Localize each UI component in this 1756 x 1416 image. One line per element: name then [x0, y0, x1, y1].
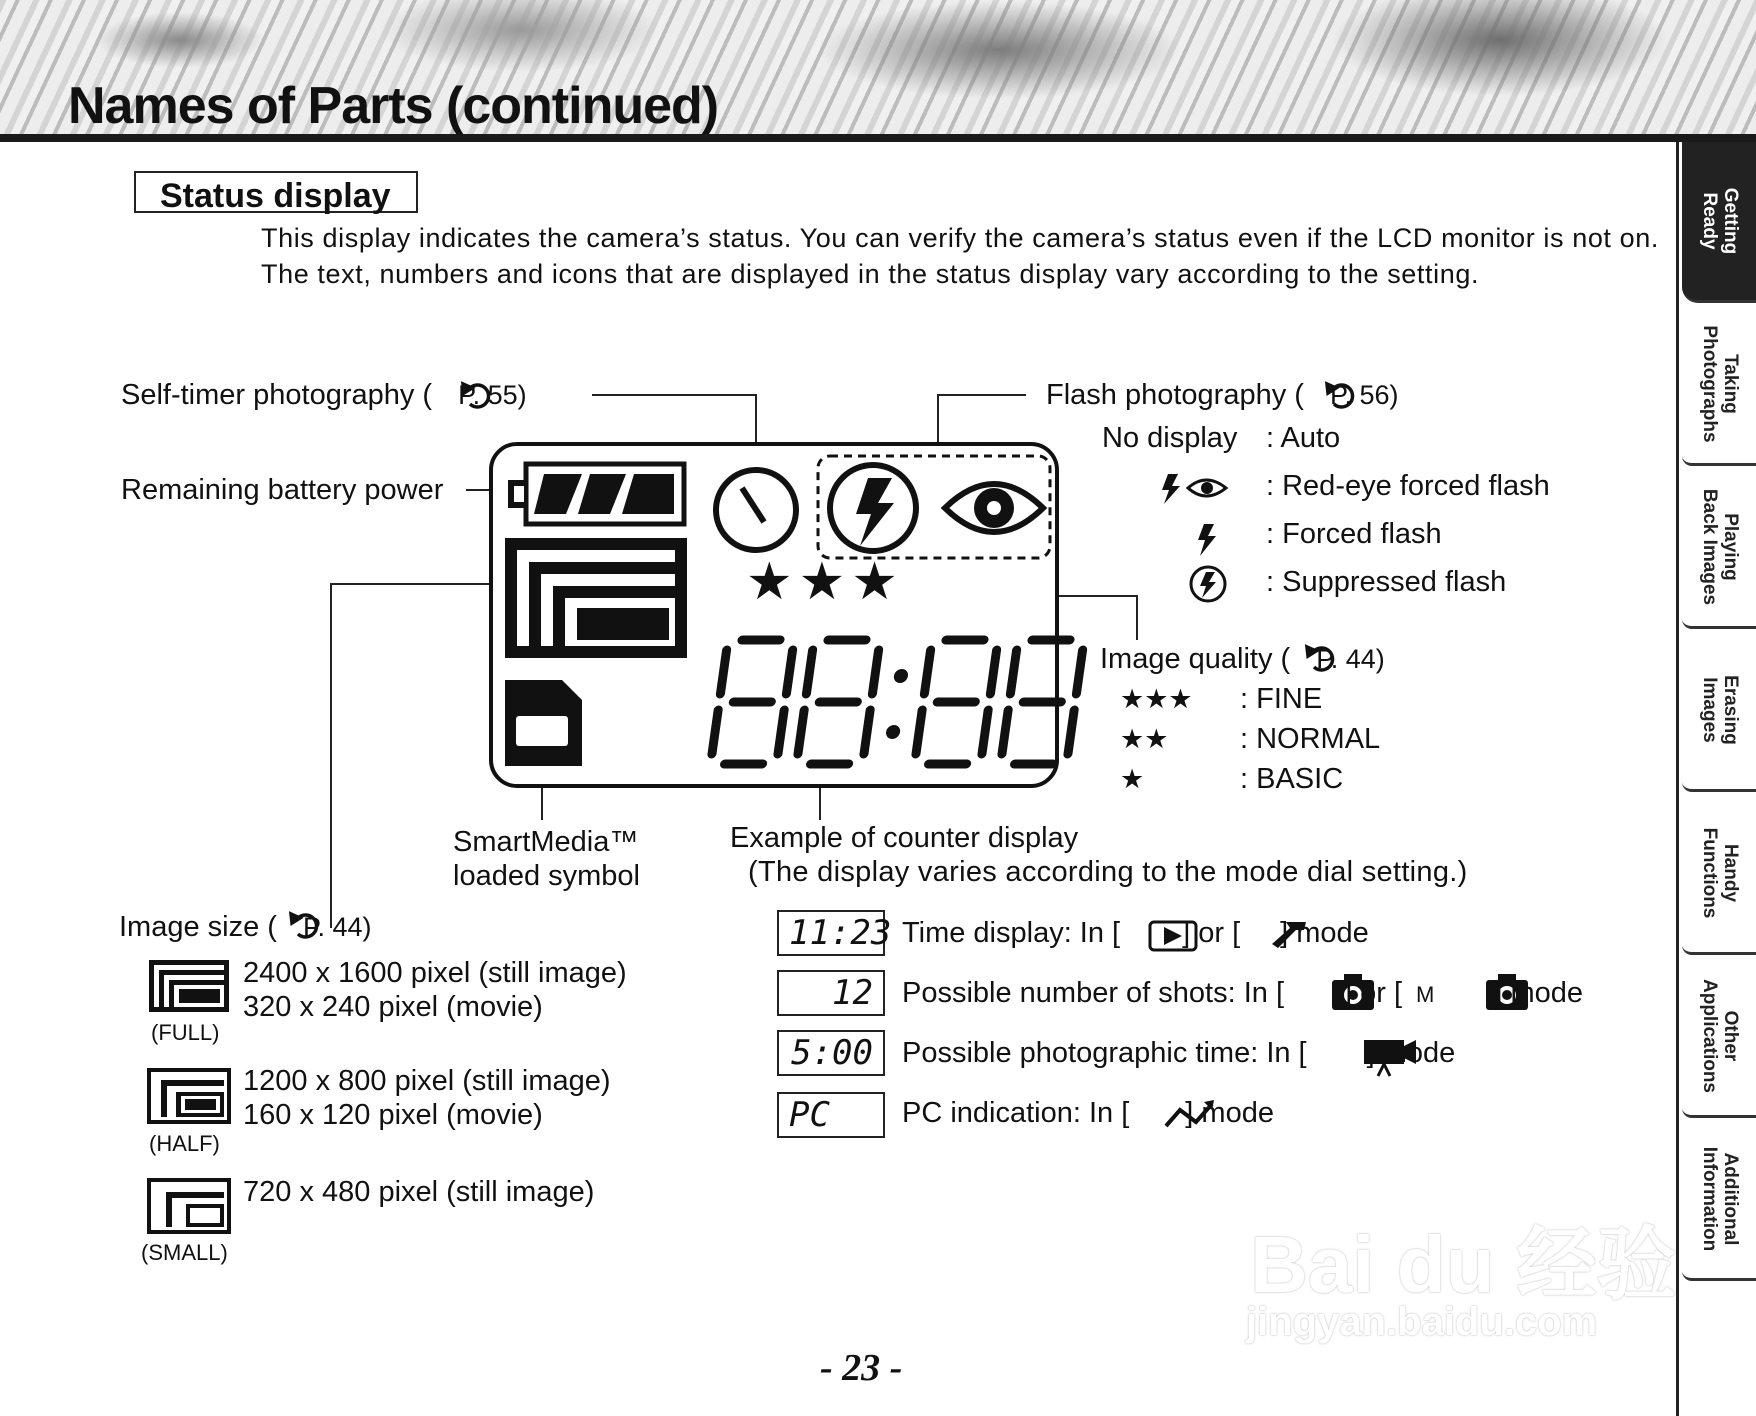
- section-title: Status display: [160, 177, 391, 215]
- counter-shots-text-a: Possible number of shots: In [: [902, 977, 1285, 1009]
- flash-mode-suppressed-desc: : Suppressed flash: [1266, 566, 1507, 598]
- counter-shots-text-c: ] mode: [1494, 977, 1584, 1009]
- image-size-ref[interactable]: P. 44): [302, 912, 372, 942]
- counter-example-movie-time: 5:00: [777, 1030, 885, 1076]
- page-title: Names of Parts (continued): [68, 77, 719, 135]
- size-half-line-1: 1200 x 800 pixel (still image): [243, 1065, 611, 1097]
- size-small-icon: [149, 1180, 229, 1232]
- battery-callout: Remaining battery power: [121, 474, 444, 506]
- size-full-line-1: 2400 x 1600 pixel (still image): [243, 957, 627, 989]
- smartmedia-line-2: loaded symbol: [453, 860, 640, 892]
- flash-callout: [1046, 379, 1399, 412]
- quality-fine-desc: : FINE: [1240, 683, 1323, 715]
- size-full-tag: (FULL): [151, 1020, 220, 1045]
- smartmedia-icon: [505, 680, 582, 766]
- smartmedia-line-1: SmartMedia™: [453, 826, 639, 858]
- counter-example-shots: 12: [777, 970, 885, 1016]
- flash-mode-auto-desc: : Auto: [1266, 422, 1341, 454]
- size-half-tag: (HALF): [149, 1131, 220, 1156]
- legend-flash-icon: [1198, 524, 1216, 556]
- counter-time-text-c: ] mode: [1280, 917, 1369, 949]
- counter-movie-text-a: Possible photographic time: In [: [902, 1037, 1307, 1069]
- tab-label: Other Applications: [1699, 978, 1741, 1094]
- self-timer-callout: [121, 379, 527, 412]
- legend-flash-off-icon: [1191, 567, 1225, 601]
- quality-stars-basic: ★: [1120, 764, 1145, 795]
- flash-mode-forced-desc: : Forced flash: [1266, 518, 1442, 550]
- intro-line-2: The text, numbers and icons that are displayed in the status display vary according to the setting.: [261, 259, 1480, 289]
- counter-callout-note: (The display varies according to the mode dial setting.): [748, 856, 1468, 888]
- counter-movie-text: [902, 1037, 1455, 1070]
- flash-ref[interactable]: P. 56): [1329, 380, 1399, 410]
- size-full-icon: [149, 960, 229, 1012]
- tab-label: Playing Back Images: [1699, 488, 1741, 606]
- counter-callout-title: Example of counter display: [730, 822, 1079, 854]
- watermark-url: jingyan.baidu.com: [1246, 1300, 1598, 1344]
- image-size-label: Image size (: [119, 911, 277, 943]
- quality-normal-desc: : NORMAL: [1240, 723, 1381, 755]
- counter-shots-text: [902, 977, 1583, 1010]
- counter-pc-text-a: PC indication: In [: [902, 1097, 1130, 1129]
- flash-label: Flash photography (: [1046, 379, 1304, 411]
- quality-basic-desc: : BASIC: [1240, 763, 1344, 795]
- counter-pc-text-c: ] mode: [1185, 1097, 1274, 1129]
- counter-time-text-b: ] or [: [1182, 917, 1241, 949]
- size-full-text: [243, 956, 627, 1024]
- flash-mode-auto-symbol: No display: [1102, 422, 1238, 454]
- tab-label: Handy Functions: [1699, 827, 1741, 919]
- tab-label: Erasing Images: [1699, 675, 1741, 745]
- page-number: - 23 -: [820, 1347, 903, 1389]
- image-size-full-icon: [505, 538, 687, 658]
- quality-stars-fine: ★★★: [1120, 684, 1193, 715]
- flash-mode-red-eye-desc: : Red-eye forced flash: [1266, 470, 1550, 502]
- size-half-text: [243, 1064, 611, 1132]
- counter-time-text-a: Time display: In [: [902, 917, 1121, 949]
- battery-icon: [508, 464, 684, 524]
- counter-time-text: [902, 917, 1369, 950]
- counter-example-time: 11:23: [777, 910, 885, 956]
- image-quality-label: Image quality (: [1100, 643, 1291, 675]
- size-full-line-2: 320 x 240 pixel (movie): [243, 991, 543, 1023]
- size-small-line-1: 720 x 480 pixel (still image): [243, 1176, 595, 1208]
- lcd-quality-stars: ★★★: [746, 552, 904, 612]
- tab-label: Taking Photographs: [1699, 325, 1741, 443]
- quality-stars-normal: ★★: [1120, 724, 1169, 755]
- legend-red-eye-icon: [1162, 474, 1226, 504]
- counter-pc-text: [902, 1097, 1274, 1130]
- image-quality-callout: [1100, 643, 1385, 676]
- tab-label: Getting Ready: [1699, 187, 1741, 255]
- size-small-tag: (SMALL): [141, 1240, 228, 1265]
- tab-label: Additional Information: [1699, 1146, 1741, 1252]
- intro-line-1: This display indicates the camera’s status. You can verify the camera’s status even if the LCD monitor is not on.: [261, 223, 1659, 253]
- size-half-icon: [149, 1070, 229, 1122]
- baidu-watermark: [1240, 1190, 1677, 1350]
- image-size-callout: [119, 911, 372, 944]
- self-timer-label: Self-timer photography (: [121, 379, 433, 411]
- counter-example-pc: PC: [777, 1092, 885, 1138]
- counter-shots-text-b: ] or [: [1344, 977, 1403, 1009]
- image-quality-ref[interactable]: P. 44): [1316, 644, 1385, 674]
- counter-movie-text-c: ] mode: [1366, 1037, 1456, 1069]
- size-half-line-2: 160 x 120 pixel (movie): [243, 1099, 543, 1131]
- smartmedia-callout: [453, 825, 640, 893]
- watermark-logo: Bai du 经验: [1250, 1220, 1677, 1309]
- manual-mode-letter: M: [1416, 982, 1435, 1007]
- self-timer-ref[interactable]: P. 55): [458, 380, 527, 410]
